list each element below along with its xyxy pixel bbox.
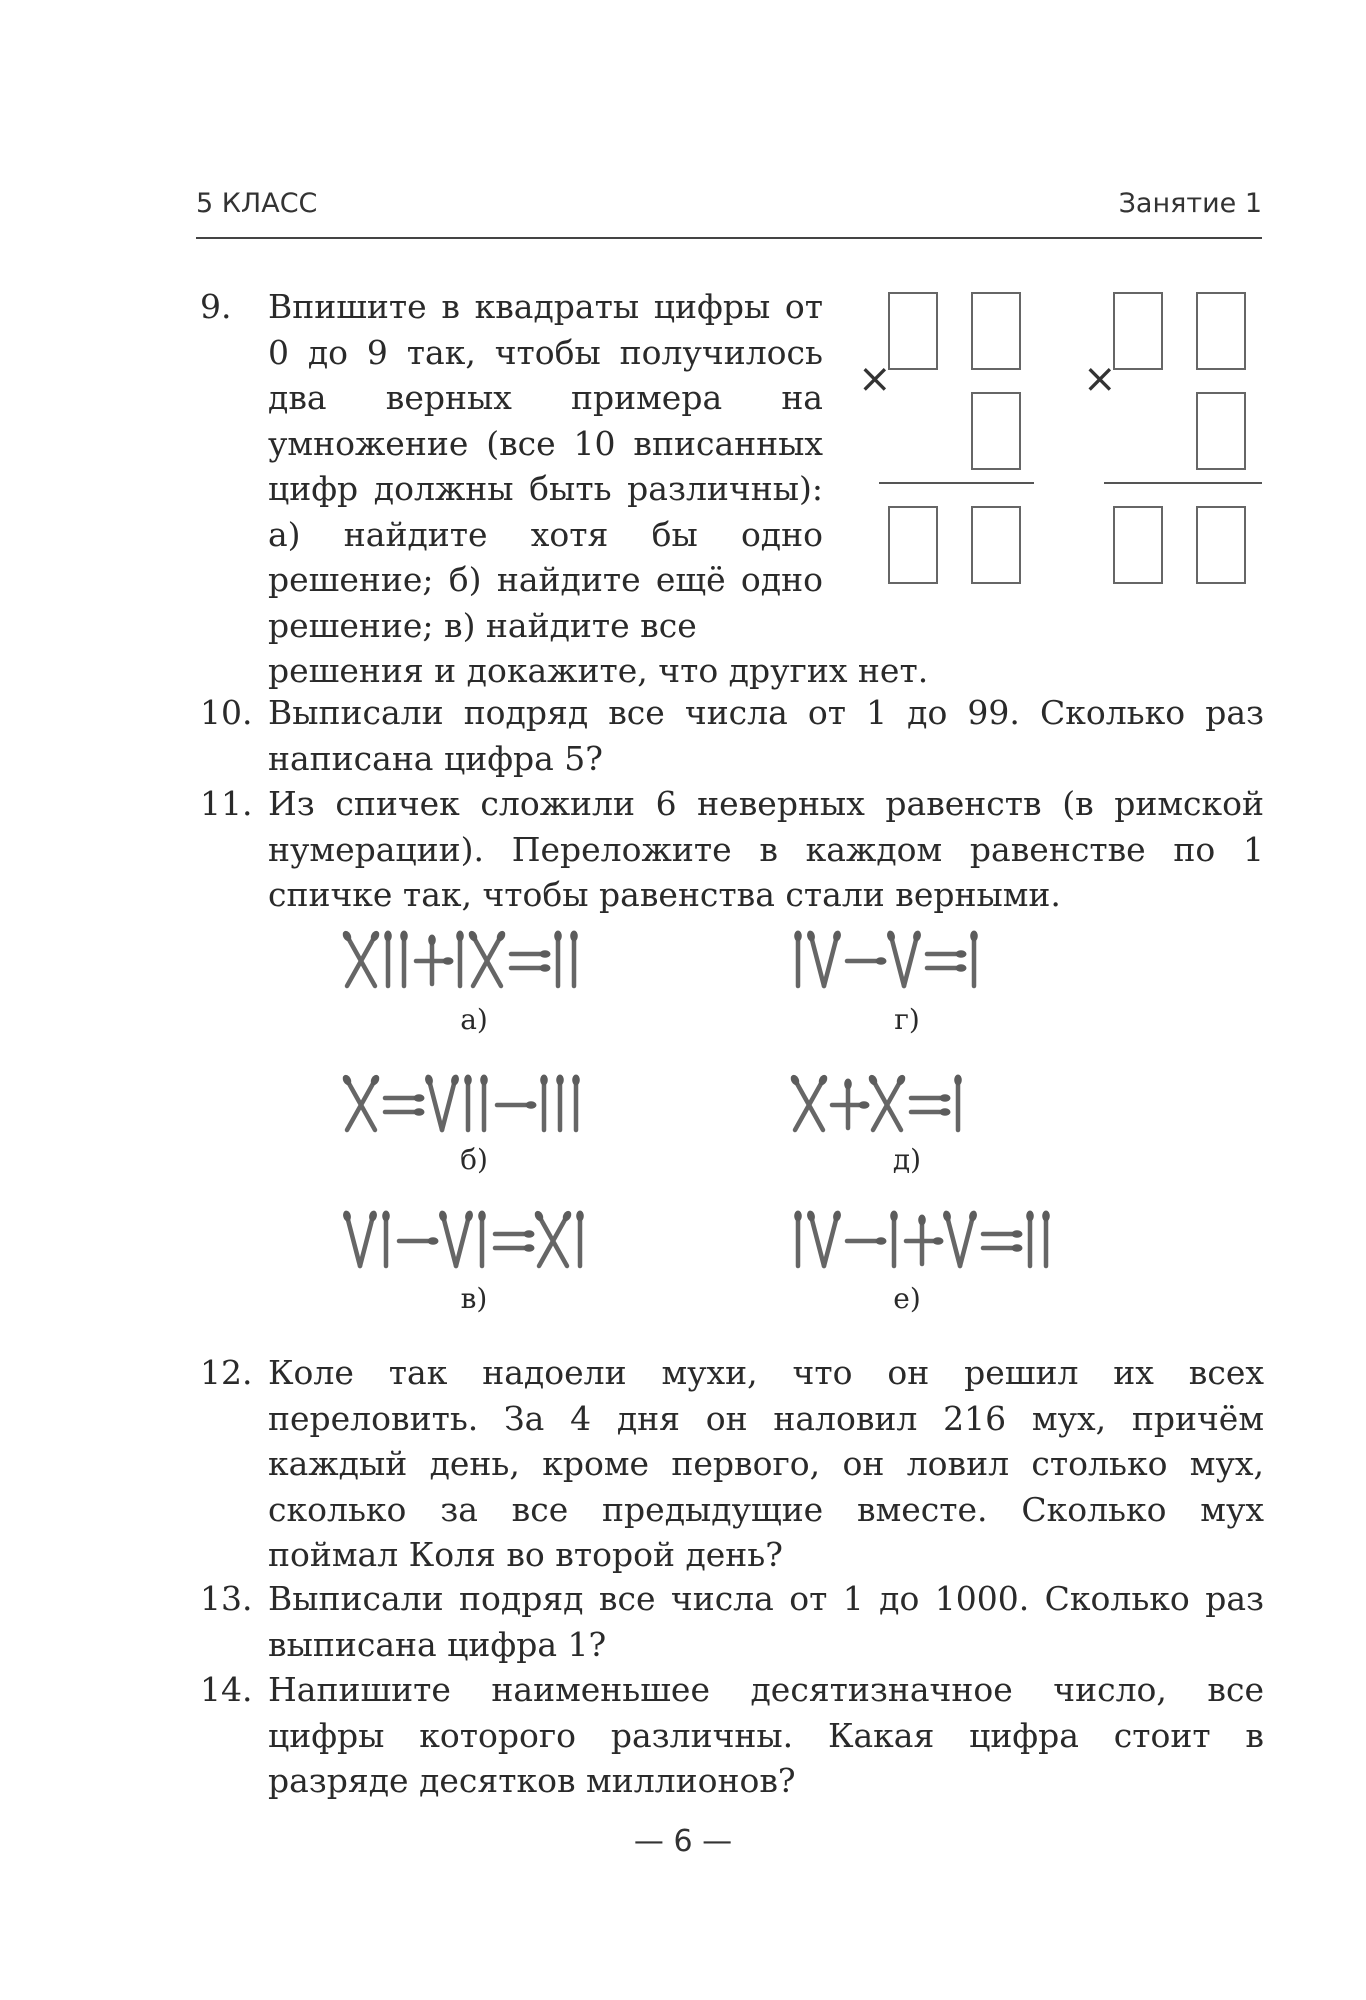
digit-box[interactable] — [971, 506, 1021, 584]
digit-box[interactable] — [1113, 292, 1163, 370]
result-line — [1104, 482, 1262, 484]
multiplication-template-2 — [1083, 284, 1243, 594]
digit-box[interactable] — [1196, 392, 1246, 470]
problem-number: 12. — [200, 1353, 253, 1392]
matchstick-equation-e — [788, 1208, 1128, 1274]
equation-label-b: б) — [460, 1143, 488, 1176]
problem-text: Напишите наименьшее десятизначное число, все цифры которого различны. Какая цифра стоит в разряде десятков миллионов? — [268, 1670, 1264, 1800]
problem-text: Выписали подряд все числа от 1 до 1000. Сколько раз выписана цифра 1? — [268, 1579, 1264, 1664]
equation-label-d: д) — [892, 1143, 922, 1176]
matchstick-equation-v — [340, 1208, 630, 1274]
matchstick-equation-b — [340, 1072, 630, 1138]
equation-label-v: в) — [460, 1282, 488, 1315]
digit-box[interactable] — [971, 392, 1021, 470]
digit-box[interactable] — [1113, 506, 1163, 584]
running-header — [196, 188, 1262, 234]
digit-box[interactable] — [888, 506, 938, 584]
problem-text: Впишите в квадраты цифры от 0 до 9 так, чтобы получилось два верных примера на умножение (все 10 вписанных цифр должны быть различны): а) найдите хотя бы одно решение; б) найдите ещё одно решение; в) найдите все — [268, 287, 823, 645]
times-sign: × — [858, 356, 892, 402]
times-sign: × — [1083, 356, 1117, 402]
lesson-label: Занятие 1 — [1118, 188, 1262, 219]
problem-text-last-line: решения и докажите, что других нет. — [268, 651, 929, 690]
multiplication-template-1 — [858, 284, 1018, 594]
equation-label-g: г) — [894, 1003, 920, 1036]
problem-number: 13. — [200, 1579, 253, 1618]
matchstick-equation-a — [340, 928, 630, 994]
problem-text: Из спичек сложили 6 неверных равенств (в римской нумерации). Переложите в каждом равенстве по 1 спичке так, чтобы равенства стали верными. — [268, 784, 1264, 914]
matchstick-equation-g — [788, 928, 1038, 994]
digit-box[interactable] — [1196, 292, 1246, 370]
grade-label: 5 КЛАСС — [196, 188, 318, 219]
equation-label-e: е) — [893, 1282, 921, 1315]
problem-number: 14. — [200, 1670, 253, 1709]
matchstick-equation-d — [788, 1072, 1038, 1138]
digit-box[interactable] — [1196, 506, 1246, 584]
problem-number: 11. — [200, 784, 253, 823]
result-line — [879, 482, 1034, 484]
problem-number: 10. — [200, 693, 253, 732]
digit-box[interactable] — [888, 292, 938, 370]
equation-label-a: а) — [460, 1003, 488, 1036]
digit-box[interactable] — [971, 292, 1021, 370]
problem-text: Выписали подряд все числа от 1 до 99. Сколько раз написана цифра 5? — [268, 693, 1264, 778]
page-number: — 6 — — [633, 1824, 733, 1859]
header-divider — [196, 237, 1262, 239]
problem-number: 9. — [200, 287, 232, 326]
problem-text: Коле так надоели мухи, что он решил их всех переловить. За 4 дня он наловил 216 мух, причём каждый день, кроме первого, он ловил столько мух, сколько за все предыдущие вместе. Сколько мух поймал Коля во второй день? — [268, 1353, 1264, 1574]
